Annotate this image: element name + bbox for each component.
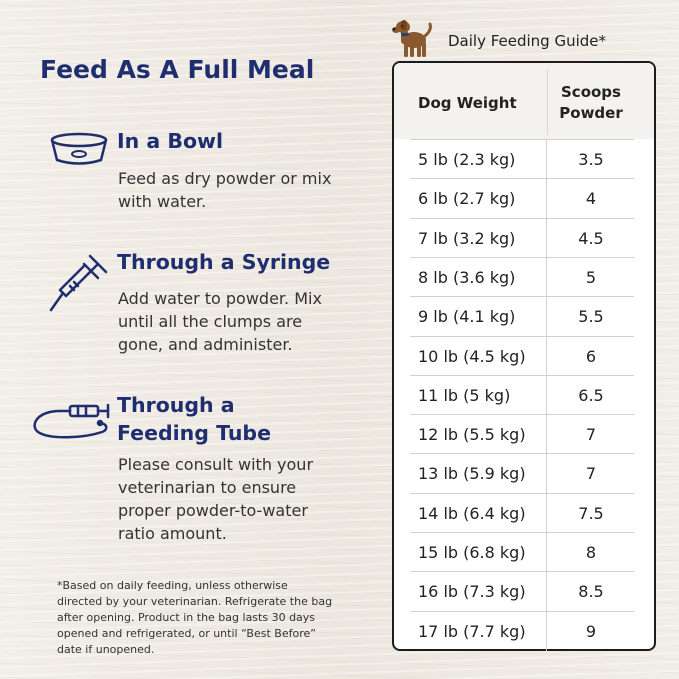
section-body-bowl: Feed as dry powder or mix with water. xyxy=(118,169,332,211)
table-row xyxy=(410,611,634,651)
section-title-feeding-tube: Through a Feeding Tube xyxy=(117,393,271,445)
row-divider xyxy=(546,533,547,572)
row-scoops: 5.5 xyxy=(578,307,604,327)
section-body-feeding-tube: Please consult with your veterinarian to ensure proper powder-to-water ratio amount. xyxy=(118,455,314,543)
row-divider xyxy=(546,572,547,611)
table-row xyxy=(410,178,634,218)
table-row xyxy=(410,375,634,415)
row-weight: 13 lb (5.9 kg) xyxy=(418,464,526,484)
row-weight: 7 lb (3.2 kg) xyxy=(418,228,516,248)
feeding-table xyxy=(392,61,656,651)
row-scoops: 5 xyxy=(585,267,597,287)
table-row xyxy=(410,493,634,533)
row-scoops: 4 xyxy=(585,189,597,209)
header-dog-weight: Dog Weight xyxy=(418,94,517,112)
guide-title: Daily Feeding Guide* xyxy=(448,32,607,50)
row-divider xyxy=(546,494,547,533)
row-weight: 9 lb (4.1 kg) xyxy=(418,307,516,327)
row-weight: 12 lb (5.5 kg) xyxy=(418,425,526,445)
row-divider xyxy=(546,415,547,454)
row-scoops: 8 xyxy=(585,543,597,562)
row-divider xyxy=(546,454,547,493)
row-scoops: 9 xyxy=(585,621,597,641)
row-scoops: 6.5 xyxy=(578,385,604,405)
section-title-syringe: Through a Syringe xyxy=(117,250,331,274)
row-weight: 17 lb (7.7 kg) xyxy=(418,621,526,641)
feeding-tube-icon xyxy=(28,396,112,444)
row-scoops: 8.5 xyxy=(578,582,604,602)
row-divider xyxy=(546,140,547,179)
table-row xyxy=(410,218,634,258)
table-row xyxy=(410,532,634,572)
table-row xyxy=(410,139,634,179)
row-scoops: 3.5 xyxy=(578,150,604,169)
table-row xyxy=(410,336,634,376)
dog-icon xyxy=(390,14,434,60)
row-weight: 5 lb (2.3 kg) xyxy=(418,150,516,169)
row-weight: 8 lb (3.6 kg) xyxy=(418,267,516,287)
row-weight: 15 lb (6.8 kg) xyxy=(418,543,526,562)
syringe-icon xyxy=(46,250,112,316)
row-divider xyxy=(546,297,547,336)
bowl-icon xyxy=(48,132,110,168)
row-scoops: 7 xyxy=(585,464,597,484)
page-title: Feed As A Full Meal xyxy=(40,55,315,84)
footnote: *Based on daily feeding, unless otherwise directed by your veterinarian. Refrigerate the bag after opening. Product in the bag lasts 30 days opened and refrigerated, or until “Best Before” date if unopened. xyxy=(57,579,333,656)
table-row xyxy=(410,257,634,297)
row-divider xyxy=(546,612,547,651)
table-row xyxy=(410,296,634,336)
section-title-bowl: In a Bowl xyxy=(117,129,224,153)
row-scoops: 4.5 xyxy=(578,228,604,248)
row-divider xyxy=(546,337,547,376)
header-scoops-powder: Scoops Powder xyxy=(559,83,623,122)
section-body-syringe: Add water to powder. Mix until all the clumps are gone, and administer. xyxy=(118,289,322,354)
row-scoops: 7 xyxy=(585,425,597,445)
table-row xyxy=(410,571,634,611)
table-row xyxy=(410,414,634,454)
row-weight: 16 lb (7.3 kg) xyxy=(418,582,526,602)
row-divider xyxy=(546,219,547,258)
row-weight: 11 lb (5 kg) xyxy=(418,385,511,405)
row-divider xyxy=(546,179,547,218)
row-weight: 10 lb (4.5 kg) xyxy=(418,346,526,366)
row-divider xyxy=(546,376,547,415)
row-scoops: 6 xyxy=(585,346,597,366)
table-row xyxy=(410,453,634,493)
row-scoops: 7.5 xyxy=(578,503,604,523)
row-weight: 6 lb (2.7 kg) xyxy=(418,189,516,209)
row-weight: 14 lb (6.4 kg) xyxy=(418,503,526,523)
row-divider xyxy=(546,258,547,297)
